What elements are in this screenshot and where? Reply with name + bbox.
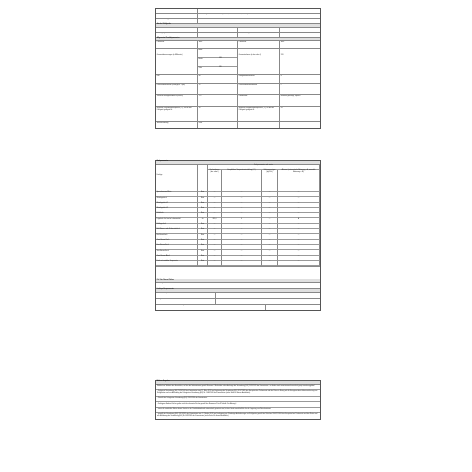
compartment-cell-vol: 319,0 [208,218,222,223]
light-class-label: Energieeffizienzklasse [156,299,216,304]
compartment-cell-defrost: — [278,197,320,202]
type-row-label: Bauart [238,28,280,32]
compartment-cell-temp: — [222,261,262,266]
param-label: Maximale Umgebungstemperatur (°C), für die das Kühlgerät geeignet ist [238,107,280,121]
volume-label: Gesamtvolumen (in dm³ oder l) [238,49,280,74]
compartment-cell-name: Zwei-Sterne-Abteil [156,256,198,261]
compartment-cell-freeze: — [262,256,278,261]
compartment-cell-name: Speisekammer/Wein [156,192,198,197]
compartment-cell-temp: — [222,245,262,250]
model-id-label: Modellkennung [156,19,198,23]
light-class-value: E [216,298,218,300]
compartment-cell-name: Vier-Sterne-Fach [156,250,198,255]
additional-info-block [155,380,321,420]
compartment-cell-defrost: — [278,213,320,218]
compartment-cell-vol: — [208,192,222,197]
compartment-cell-vol: — [208,261,222,266]
param-value: 80 [198,75,238,83]
supplier-name-label: Name oder Handelsmarke des Lieferanten [156,9,198,13]
compartment-cell-freeze: — [262,261,278,266]
footnote-paragraph: ⁵ gemäß der Verordnung (EU) 2019/2019 der Kommission vom 1. Oktober 2019 zur Festlegung von Ökodesign-Anforderungen an Kühlgeräte gemäß der Richtlinie 2009/125/EG des Europäischen Parlaments und des Rates und zur Aufhebung der Verordnung (EG) Nr. 643/2009 der Kommission (siehe Seite 00 dieses Amtsblatts). [157,414,318,418]
compartment-cell-temp: — [222,250,262,255]
compartment-cell-temp: — [222,256,262,261]
compartment-cell-defrost: — [278,224,320,229]
width-label: Breite [198,58,203,60]
compartment-cell-present: Nein [198,197,208,202]
compartment-cell-temp: — [222,234,262,239]
type-row-value: Einbau [280,27,286,29]
compartment-cell-present: Nein [198,203,208,208]
compartment-cell-name: Kaltlagerfach [156,224,198,229]
footnote-paragraph: ² Gemäß der Delegierten Verordnung (EU) 2019/2016 der Kommission. [156,397,320,402]
param-value: 10 [198,107,238,121]
section-params-heading: Allgemeine Produktparameter [156,38,320,42]
supplier-address-value: BSH Hausgeräte GmbH Carl-Wery-Str. 34, 81739 München, Germany [198,14,249,16]
compartment-cell-present: Nein [198,192,208,197]
width-value: 558 [219,58,222,60]
compartment-cell-freeze: — [262,197,278,202]
section-type-heading: Art des Kühlgeräts [156,24,320,28]
compartment-cell-vol: — [208,240,222,245]
param-value: erweitert gemäßigt, tropisch [280,95,301,97]
compartment-cell-name: Weinlagerfach [156,197,198,202]
fachtyp-header: Fachtyp [156,165,198,192]
compartment-cell-vol: — [208,229,222,234]
type-row-label: Geräuscharmes Gerät [156,28,198,32]
compartment-cell-name: Drei-Sterne-Fach [156,245,198,250]
model-id-value: KI81RADE0 [198,19,208,21]
col-header-temp: Empfohlene Temperatureinstellung (°C) [222,170,262,192]
param-header: Parameter [156,41,198,48]
type-row-label: Weinlagergerät [156,33,198,37]
param-label: EEI [156,75,198,83]
type-row-value: Nein [280,32,285,34]
compartment-cell-present: Nein [198,224,208,229]
type-row-label: Anderes Kühlgerät [238,33,280,37]
compartment-cell-name: Fach mit variabler Temperatur [156,261,198,266]
compartment-cell-vol: — [208,245,222,250]
compartment-cell-freeze: — [262,224,278,229]
compartment-cell-freeze: — [262,234,278,239]
compartment-cell-temp: — [222,208,262,213]
volume-value: 319 [280,55,284,57]
quick-freeze-label: Schnellgefrierfunktion [156,283,173,285]
param-value: Nein [198,122,238,128]
depth-value: 545 [219,67,222,69]
compartment-cell-present: Nein [198,256,208,261]
compartment-cell-freeze: — [262,245,278,250]
compartment-cell-name: Weinlagerfach 3 [156,208,198,213]
light-type-value: LED [216,292,220,294]
param-label [238,122,280,128]
compartment-cell-temp: — [222,224,262,229]
footnotes [156,385,320,420]
param-label: Winterschaltung [156,122,198,128]
compartment-cell-vol: — [208,256,222,261]
compartment-cell-present: Nein [198,240,208,245]
supplier-address-label: Anschrift des Lieferanten [156,14,198,18]
param-label: Luftschallemissionsklasse [238,84,280,94]
compartment-cell-defrost: — [278,234,320,239]
compartment-cell-vol: — [208,203,222,208]
param-header: Parameter [238,41,280,48]
compartment-cell-present: Nein [198,261,208,266]
fachparam-header: Fachparameter und -werte [208,165,320,170]
param-value: E [280,75,282,77]
compartment-table [156,165,320,267]
dimensions-label: Gesamtabmessungen (in Millimeter) [156,49,198,74]
param-label: Energieeffizienzklasse [238,75,280,83]
compartment-cell-temp: — [222,229,262,234]
compartment-cell-freeze: — [262,192,278,197]
compartment-cell-freeze: — [262,208,278,213]
col-header-volume: Fachvolumen (dm³ oder l) [208,170,222,192]
compartment-cell-defrost: A [278,218,320,223]
col-header-defrost: Abtauart (automatische Abtauung = A, manuelle Abtauung = M) [278,170,320,192]
compartment-cell-present: Nein [198,208,208,213]
product-info-block [155,8,321,129]
param-header: Wert [198,41,238,48]
compartment-cell-name: Kellerfach [156,213,198,218]
param-value: C [280,84,282,86]
compartment-cell-temp: — [222,192,262,197]
compartment-cell-freeze: — [262,229,278,234]
compartment-cell-freeze: — [262,218,278,223]
compartment-cell-name: Null-Sterne- oder Eisbereiterfach [156,229,198,234]
supplier-name-value: Siemens [198,9,205,11]
footnote-paragraph: Weblink zur Website des Herstellers, auf der die Informationen gemäß Nummer 4 Buchstabe a des Anhangs der Verordnung (EU) 2019/2019 der Kommission ¹ zu finden sind: www.siemens-home.bsh-group.com/energylabel [156,385,320,390]
compartment-cell-temp: — [222,240,262,245]
compartment-cell-defrost: — [278,229,320,234]
compartment-cell-present: Nein [198,245,208,250]
section-compartment-heading: Fachparameter [156,161,320,165]
type-row-value: Nein [198,28,238,32]
additional-info-heading: Weitere Angaben [156,381,320,385]
footnote-paragraph: ⁴ wenn die ermittelten Werte dieses Geräts in der Produktdatenbank automatisch generiert sind, ist das Gerät ausschließlich für die Lagerung von Wein bestimmt. [156,408,320,413]
compartment-cell-vol: — [208,224,222,229]
height-label: Höhe [198,49,203,51]
compartment-cell-temp: — [222,197,262,202]
compartment-cell-present: Nein [198,213,208,218]
footnote-paragraph: ³ Fachtypen: Andere Fächer gelten nicht als relevante Fächer gemäß der Nummern 5 bis 8 Tabelle 3 in Anhang I. [156,402,320,407]
compartment-cell-name: Ein-Stern-Fach [156,234,198,239]
dimensions-values [198,49,238,74]
light-type-label: Art der Lichtquelle [156,293,216,298]
footnote-paragraph: ¹ Delegierte Verordnung (EU) 2019/2016 der Kommission vom 11. März 2019 zur Ergänzung der Verordnung (EU) 2017/1369 des Europäischen Parlaments und des Rates in Bezug auf die Energieverbrauchskennzeichnung von Kühlgeräten und zur Aufhebung der Delegierten Verordnung (EU) Nr. 1060/2010 der Kommission (siehe Seite 00 dieses Amtsblatts). [156,390,320,397]
section-four-star-heading: Für Vier-Sterne-Fächer [156,279,320,283]
height-value: 1772 [219,49,223,51]
compartment-cell-defrost: — [278,192,320,197]
compartment-cell-freeze: — [262,213,278,218]
param-value: 172 [198,95,238,106]
compartment-cell-present: Ja [198,218,208,223]
param-label: Luftschallemissionen (in dB(A) re 1 pW) [156,84,198,94]
compartment-cell-temp: 4 [222,218,262,223]
compartment-cell-vol: — [208,250,222,255]
section-light-heading: Lichtquellenparameter [156,289,320,293]
warranty-value: 2 Jahre [266,304,273,306]
param-value: 43 [280,107,283,109]
compartment-cell-name: Zwei-Sterne-Fach [156,240,198,245]
compartment-cell-defrost: — [278,245,320,250]
compartment-cell-vol: — [208,213,222,218]
compartment-cell-freeze: — [262,240,278,245]
compartment-cell-name: Lagerfach für frische Lebensmittel [156,218,198,223]
compartment-cell-present: Nein [198,229,208,234]
compartment-cell-defrost: — [278,208,320,213]
param-label: Klimaklasse [238,95,280,106]
compartment-cell-vol: — [208,234,222,239]
compartment-cell-vol: — [208,197,222,202]
compartment-cell-defrost: — [278,256,320,261]
compartment-cell-present: Nein [198,234,208,239]
compartment-cell-name: Weinlagerfach 2 [156,203,198,208]
compartment-cell-freeze: — [262,203,278,208]
param-value: 37 [198,84,238,94]
type-row-value: Nein [198,33,238,37]
param-label: Jährlicher Energieverbrauch (kWh/a) [156,95,198,106]
compartment-cell-vol: — [208,208,222,213]
col-header-freeze: Gefriervermögen (kg/24 h) [262,170,278,192]
compartment-cell-temp: — [222,213,262,218]
compartment-cell-defrost: — [278,261,320,266]
warranty-label: Mindestdauer der vom Lieferanten angebotenen Garantie [156,305,266,310]
compartment-cell-freeze: — [262,250,278,255]
compartment-cell-temp: — [222,203,262,208]
compartment-block [155,160,321,311]
depth-label: Tiefe [198,67,202,69]
param-label: Minimale Umgebungstemperatur (°C), für die das Kühlgerät geeignet ist [156,107,198,121]
compartment-cell-defrost: — [278,240,320,245]
compartment-cell-defrost: — [278,203,320,208]
blank-header [198,165,208,192]
compartment-cell-present: Nein [198,250,208,255]
compartment-cell-defrost: — [278,250,320,255]
param-value [280,122,320,128]
param-header: Wert [280,41,285,43]
